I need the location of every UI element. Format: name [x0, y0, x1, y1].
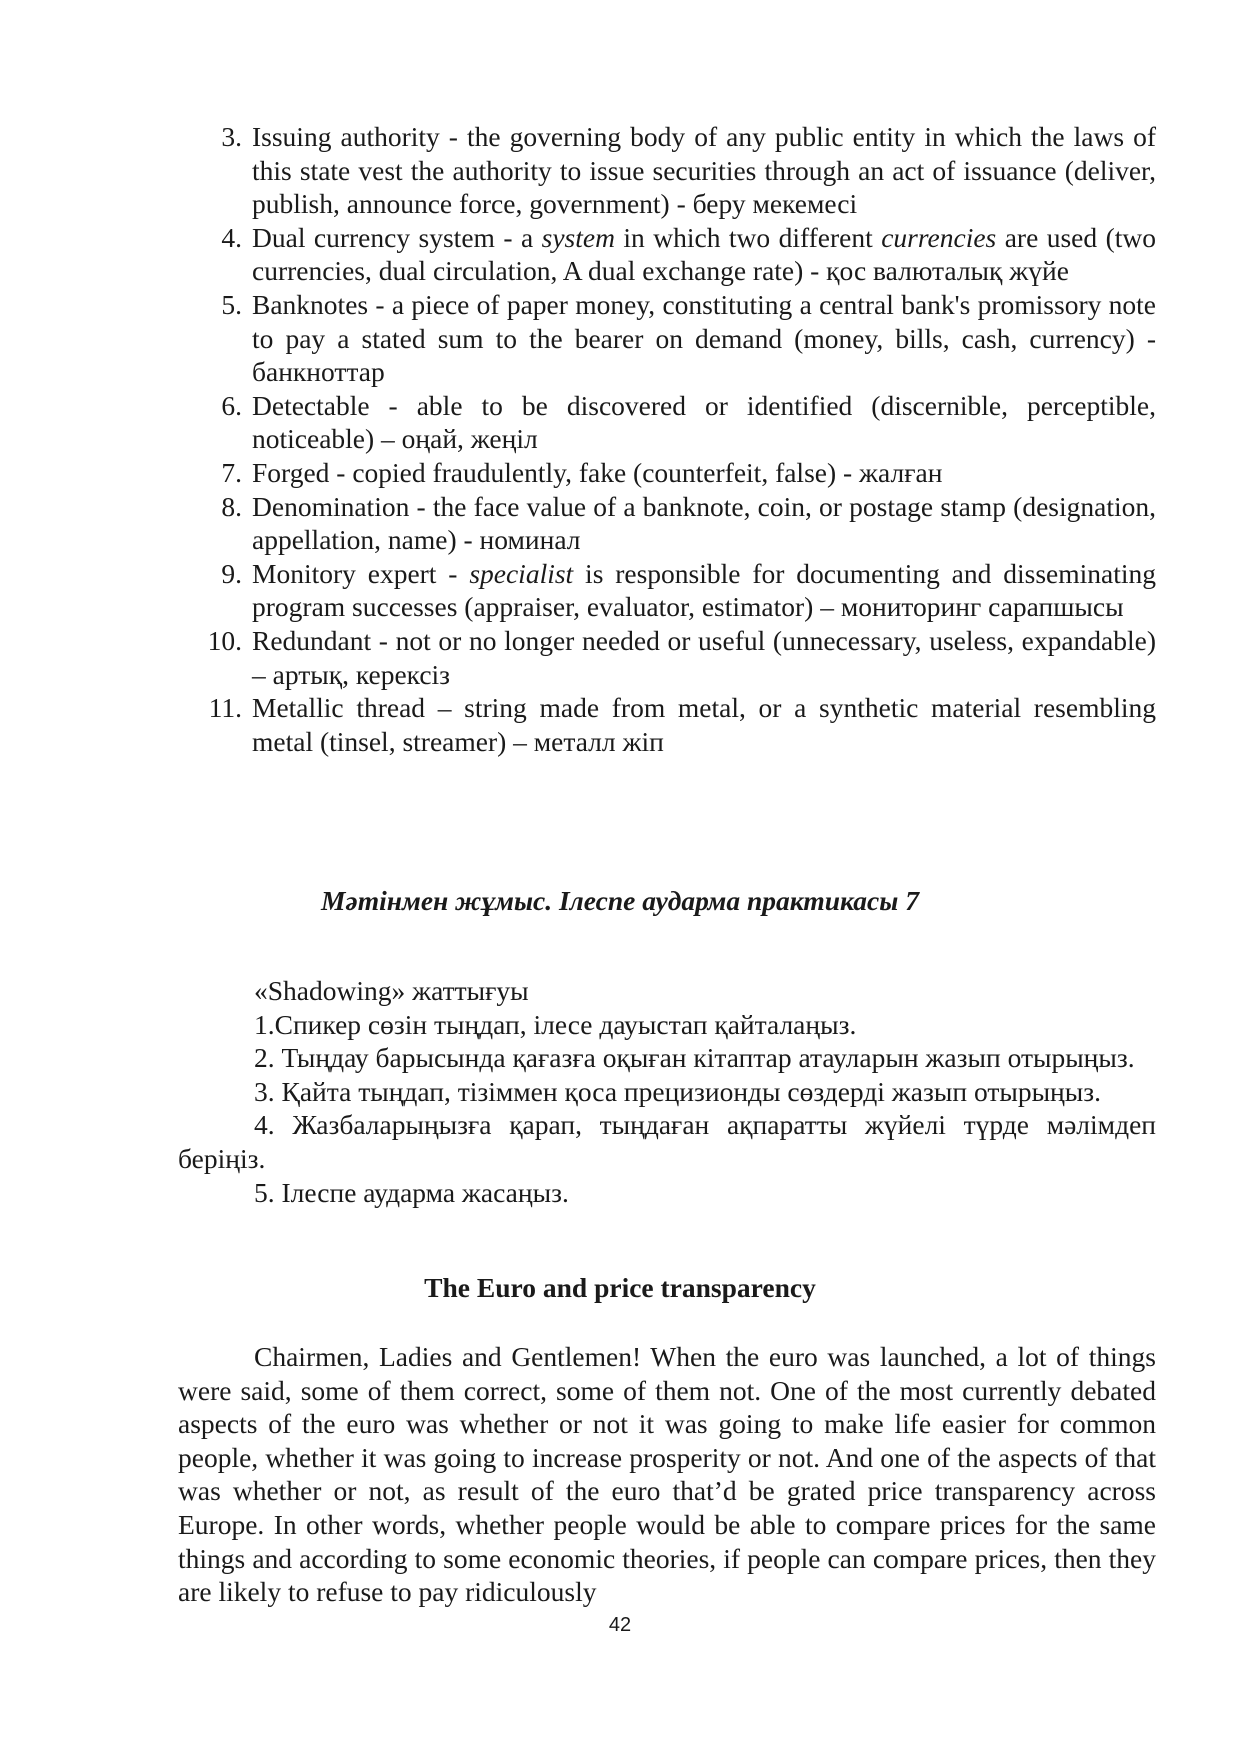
glossary-text-run: Denomination - the face value of a banknote, coin, or postage stamp (designation, appellation, name) - номинал [252, 490, 1156, 556]
glossary-text-run: Metallic thread – string made from metal, or a synthetic material resembling metal (tinsel, streamer) – металл жіп [252, 692, 1156, 757]
glossary-item-text [252, 624, 1156, 691]
glossary-item-text [252, 221, 1156, 288]
article-paragraph: Chairmen, Ladies and Gentlemen! When the euro was launched, a lot of things were said, some of them correct, some of them not. One of the most currently debated aspects of the euro was whether or not it was going to make life easier for common people, whether it was going to increase prosperity or not. And one of the aspects of that was whether or not, as result of the euro that’d be grated price transparency across Europe. In other words, whether people would be able to compare prices for the same things and according to some economic theories, if people can compare prices, then they are likely to refuse to pay ridiculously [178, 1341, 1156, 1608]
glossary-item [178, 557, 1156, 624]
glossary-italic-term: system [541, 221, 615, 253]
glossary-item-text [252, 389, 1156, 456]
glossary-italic-term: specialist [469, 557, 574, 589]
glossary-item-text [252, 456, 1156, 490]
exercise-step: 1.Спикер сөзін тыңдап, ілесе дауыстап қайталаңыз. [254, 1008, 857, 1040]
article-title: The Euro and price transparency [424, 1272, 816, 1303]
exercise-heading: «Shadowing» жаттығуы [254, 975, 529, 1006]
glossary-item [178, 288, 1156, 389]
exercise-block [178, 974, 1156, 1209]
exercise-step: 4. Жазбаларыңызға қарап, тыңдаған ақпаратты жүйелі түрде мәлімдеп беріңіз. [178, 1109, 1156, 1174]
glossary-text-run: Issuing authority - the governing body of any public entity in which the laws of this state vest the authority to issue securities through an act of issuance (deliver, publish, announce force, government) - беру мекемесі [252, 121, 1156, 220]
glossary-item-text [252, 691, 1156, 758]
glossary-item-text [252, 490, 1156, 557]
glossary-text-run: Detectable - able to be discovered or identified (discernible, perceptible, noticeable) – оңай, жеңіл [252, 389, 1156, 455]
glossary-item-number: 5. [221, 288, 242, 320]
glossary-item-number: 4. [221, 221, 242, 253]
glossary-text-run: Forged - copied fraudulently, fake (counterfeit, false) - жалған [252, 456, 943, 488]
glossary-text-run: in which two different [614, 221, 882, 253]
section-title: Мәтінмен жұмыс. Ілеспе аударма практикасы 7 [321, 885, 919, 916]
glossary-text-run: Monitory expert - [252, 557, 470, 589]
exercise-step: 3. Қайта тыңдап, тізіммен қоса прецизионды сөздерді жазып отырыңыз. [254, 1075, 1101, 1107]
glossary-text-run: Banknotes - a piece of paper money, constituting a central bank's promissory note to pay a stated sum to the bearer on demand (money, bills, cash, currency) - банкноттар [252, 288, 1156, 388]
glossary-item-text [252, 288, 1156, 389]
glossary-text-run: are used (two currencies, dual circulation, A dual exchange rate) - қос валюталық жүйе [252, 221, 1156, 287]
glossary-item [178, 691, 1156, 758]
glossary-item [178, 221, 1156, 288]
glossary-text-run: Dual currency system - a [252, 221, 542, 253]
exercise-step: 5. Ілеспе аударма жасаңыз. [254, 1176, 569, 1208]
glossary-item-text [252, 557, 1156, 624]
glossary-item-number: 11. [208, 692, 242, 724]
glossary-item [178, 456, 1156, 490]
glossary-item-number: 8. [221, 490, 242, 522]
glossary-text-run: is responsible for documenting and disseminating program successes (appraiser, evaluator, estimator) – мониторинг сарапшысы [252, 557, 1157, 623]
glossary-item [178, 490, 1156, 557]
glossary-italic-term: currencies [881, 221, 997, 253]
glossary-text-run: Redundant - not or no longer needed or useful (unnecessary, useless, expandable) – артық, керексіз [252, 624, 1156, 690]
glossary-item-text [252, 120, 1156, 221]
glossary-item [178, 624, 1156, 691]
glossary-item-number: 10. [207, 624, 242, 656]
glossary-item [178, 389, 1156, 456]
glossary-list [178, 120, 1156, 758]
exercise-step: 2. Тыңдау барысында қағазға оқыған кітаптар атауларын жазып отырыңыз. [254, 1042, 1135, 1074]
glossary-item-number: 6. [221, 389, 242, 421]
glossary-item-number: 9. [221, 557, 242, 589]
page-number: 42 [608, 1614, 632, 1636]
glossary-item-number: 3. [221, 121, 242, 152]
glossary-item [178, 120, 1156, 221]
glossary-item-number: 7. [221, 456, 242, 488]
